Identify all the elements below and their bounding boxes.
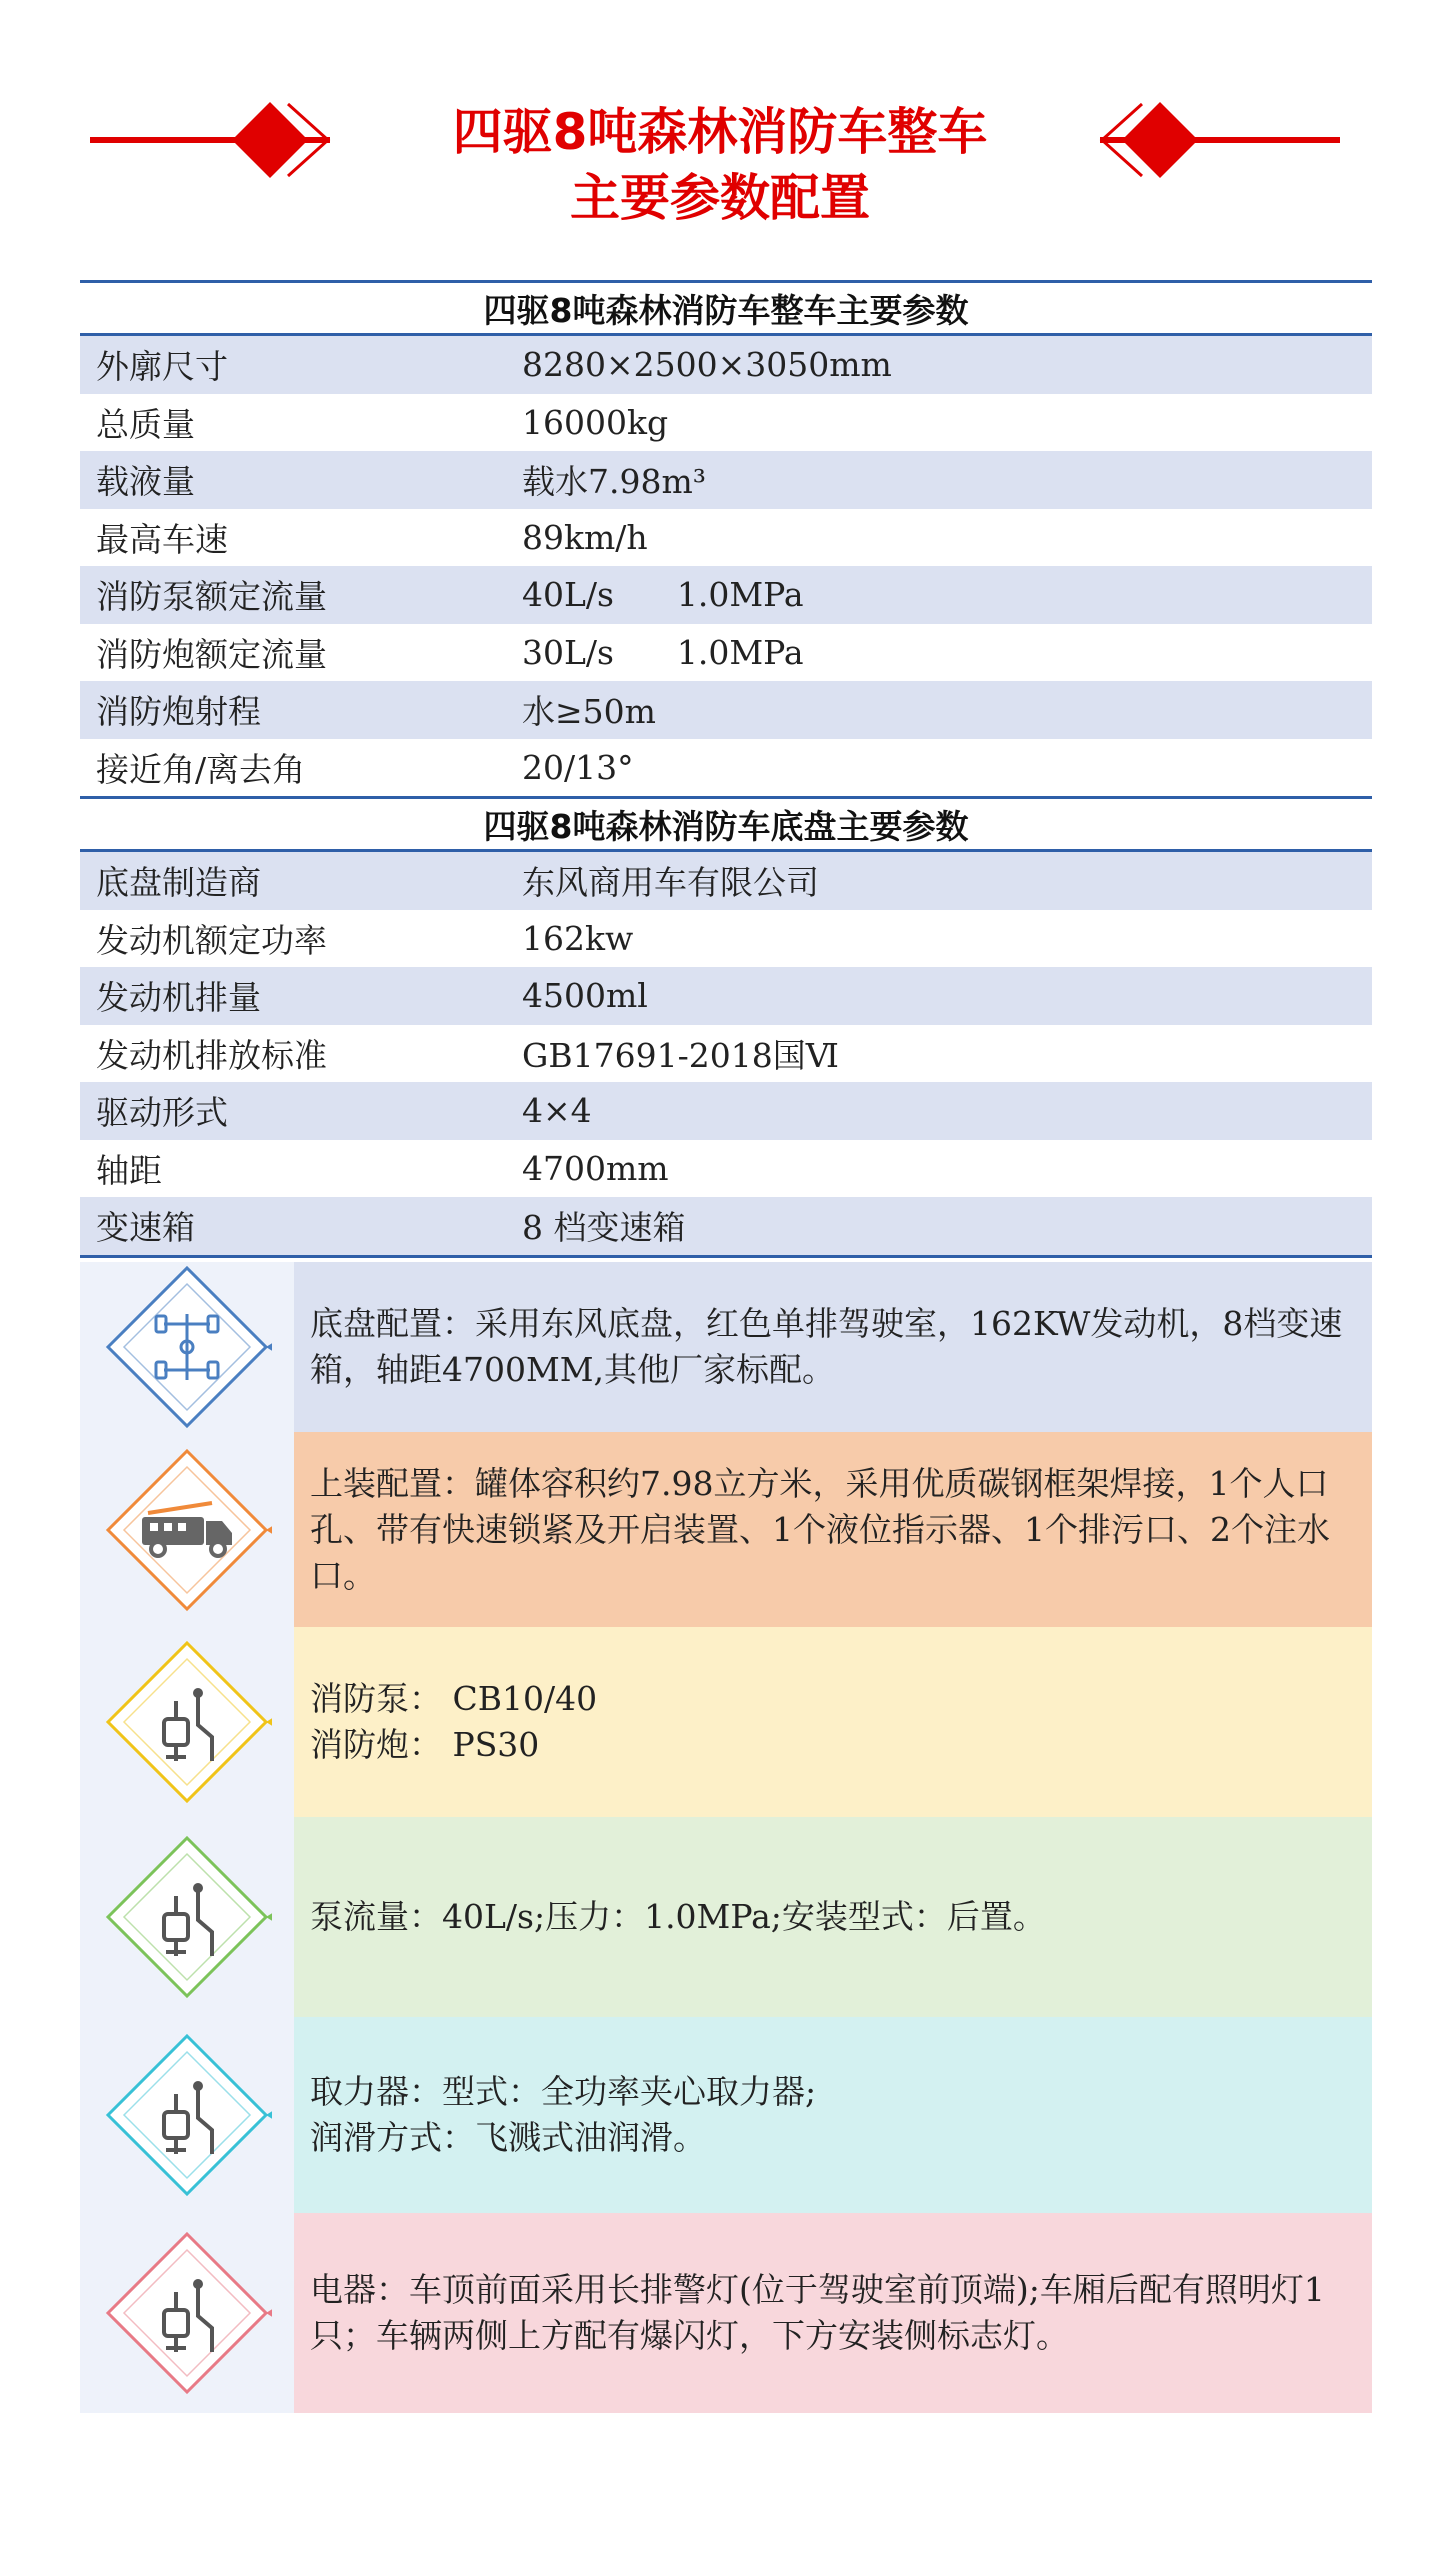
param-name: 发动机排量 — [96, 978, 261, 1018]
feature-icon-cell — [80, 1627, 294, 1817]
right-diamond-ribbon-icon — [1060, 90, 1340, 190]
param-value: 水≥50m — [522, 692, 656, 732]
feature-icon-cell — [80, 1817, 294, 2017]
table-row — [80, 1082, 1372, 1140]
param-name: 载液量 — [96, 462, 195, 502]
feature-icon-cell — [80, 1432, 294, 1627]
chassis-rows — [80, 852, 1372, 1255]
param-value: 30L/s 1.0MPa — [522, 632, 804, 672]
param-value: 东风商用车有限公司 — [522, 863, 819, 903]
param-name: 总质量 — [96, 404, 195, 444]
table-row — [80, 451, 1372, 509]
param-value: 20/13° — [522, 747, 634, 787]
table-row — [80, 394, 1372, 452]
param-name: 发动机排放标准 — [96, 1035, 327, 1075]
features-list — [80, 1262, 1372, 2413]
page-title-line1: 四驱8吨森林消防车整车 — [452, 103, 988, 161]
param-value: 4500ml — [522, 976, 648, 1016]
feature-icon-cell — [80, 1262, 294, 1432]
feature-text — [294, 1627, 1372, 1817]
chassis-section-title: 四驱8吨森林消防车底盘主要参数 — [80, 796, 1372, 852]
param-value: 40L/s 1.0MPa — [522, 575, 804, 615]
feature-text — [294, 1817, 1372, 2017]
chassis-icon — [102, 1262, 272, 1432]
table-row — [80, 1140, 1372, 1198]
param-value: 89km/h — [522, 517, 648, 557]
feature-item — [80, 2213, 1372, 2413]
feature-text-line: 消防炮： PS30 — [310, 1725, 540, 1764]
feature-icon-cell — [80, 2017, 294, 2213]
table-row — [80, 739, 1372, 797]
feature-item — [80, 1432, 1372, 1627]
table-row — [80, 1197, 1372, 1255]
param-value: 载水7.98m³ — [522, 462, 706, 502]
feature-text-line: 消防泵： CB10/40 — [310, 1679, 598, 1718]
table-row — [80, 509, 1372, 567]
feature-item — [80, 1817, 1372, 2017]
param-name: 发动机额定功率 — [96, 920, 327, 960]
feature-text — [294, 2213, 1372, 2413]
vehicle-rows — [80, 336, 1372, 796]
param-name: 消防炮额定流量 — [96, 634, 327, 674]
table-row — [80, 681, 1372, 739]
feature-text-line: 泵流量：40L/s;压力：1.0MPa;安装型式：后置。 — [310, 1897, 1046, 1936]
feature-text — [294, 2017, 1372, 2213]
feature-text-line: 上装配置：罐体容积约7.98立方米，采用优质碳钢框架焊接，1个人口孔、带有快速锁紧及开启装置、1个液位指示器、1个排污口、2个注水口。 — [310, 1463, 1330, 1595]
feature-item — [80, 1262, 1372, 1432]
feature-text-line: 取力器：型式：全功率夹心取力器; — [310, 2072, 817, 2111]
param-name: 变速箱 — [96, 1208, 195, 1248]
table-row — [80, 566, 1372, 624]
param-name: 消防炮射程 — [96, 692, 261, 732]
param-name: 接近角/离去角 — [96, 749, 306, 789]
flow-icon — [102, 1832, 272, 2002]
param-value: 162kw — [522, 918, 634, 958]
feature-text — [294, 1262, 1372, 1432]
param-name: 底盘制造商 — [96, 863, 261, 903]
param-name: 外廓尺寸 — [96, 347, 228, 387]
feature-text — [294, 1432, 1372, 1627]
table-bottom-divider — [80, 1255, 1372, 1258]
feature-text-line: 底盘配置：采用东风底盘，红色单排驾驶室，162KW发动机，8档变速箱，轴距4700MM,其他厂家标配。 — [310, 1304, 1343, 1389]
param-value: 16000kg — [522, 402, 669, 442]
pump-icon — [102, 1637, 272, 1807]
param-value: 8280×2500×3050mm — [522, 345, 892, 385]
param-name: 最高车速 — [96, 519, 228, 559]
vehicle-section-title: 四驱8吨森林消防车整车主要参数 — [80, 280, 1372, 336]
param-value: GB17691-2018国Ⅵ — [522, 1035, 839, 1075]
fire-truck-icon — [102, 1445, 272, 1615]
table-row — [80, 852, 1372, 910]
table-row — [80, 967, 1372, 1025]
param-name: 轴距 — [96, 1150, 162, 1190]
feature-item — [80, 2017, 1372, 2213]
page-title-line2: 主要参数配置 — [570, 169, 870, 227]
table-row — [80, 624, 1372, 682]
param-name: 驱动形式 — [96, 1093, 228, 1133]
param-name: 消防泵额定流量 — [96, 577, 327, 617]
param-value: 4×4 — [522, 1091, 592, 1131]
parameters-table — [80, 280, 1372, 1258]
electrical-icon — [102, 2228, 272, 2398]
param-value: 8 档变速箱 — [522, 1208, 686, 1248]
table-row — [80, 336, 1372, 394]
param-value: 4700mm — [522, 1148, 669, 1188]
table-row — [80, 1025, 1372, 1083]
page-header — [0, 70, 1440, 250]
feature-text-line: 润滑方式：飞溅式油润滑。 — [310, 2118, 706, 2157]
feature-item — [80, 1627, 1372, 1817]
feature-text-line: 电器：车顶前面采用长排警灯(位于驾驶室前顶端);车厢后配有照明灯1只；车辆两侧上方配有爆闪灯，下方安装侧标志灯。 — [310, 2270, 1325, 2355]
table-row — [80, 910, 1372, 968]
power-takeoff-icon — [102, 2030, 272, 2200]
feature-icon-cell — [80, 2213, 294, 2413]
